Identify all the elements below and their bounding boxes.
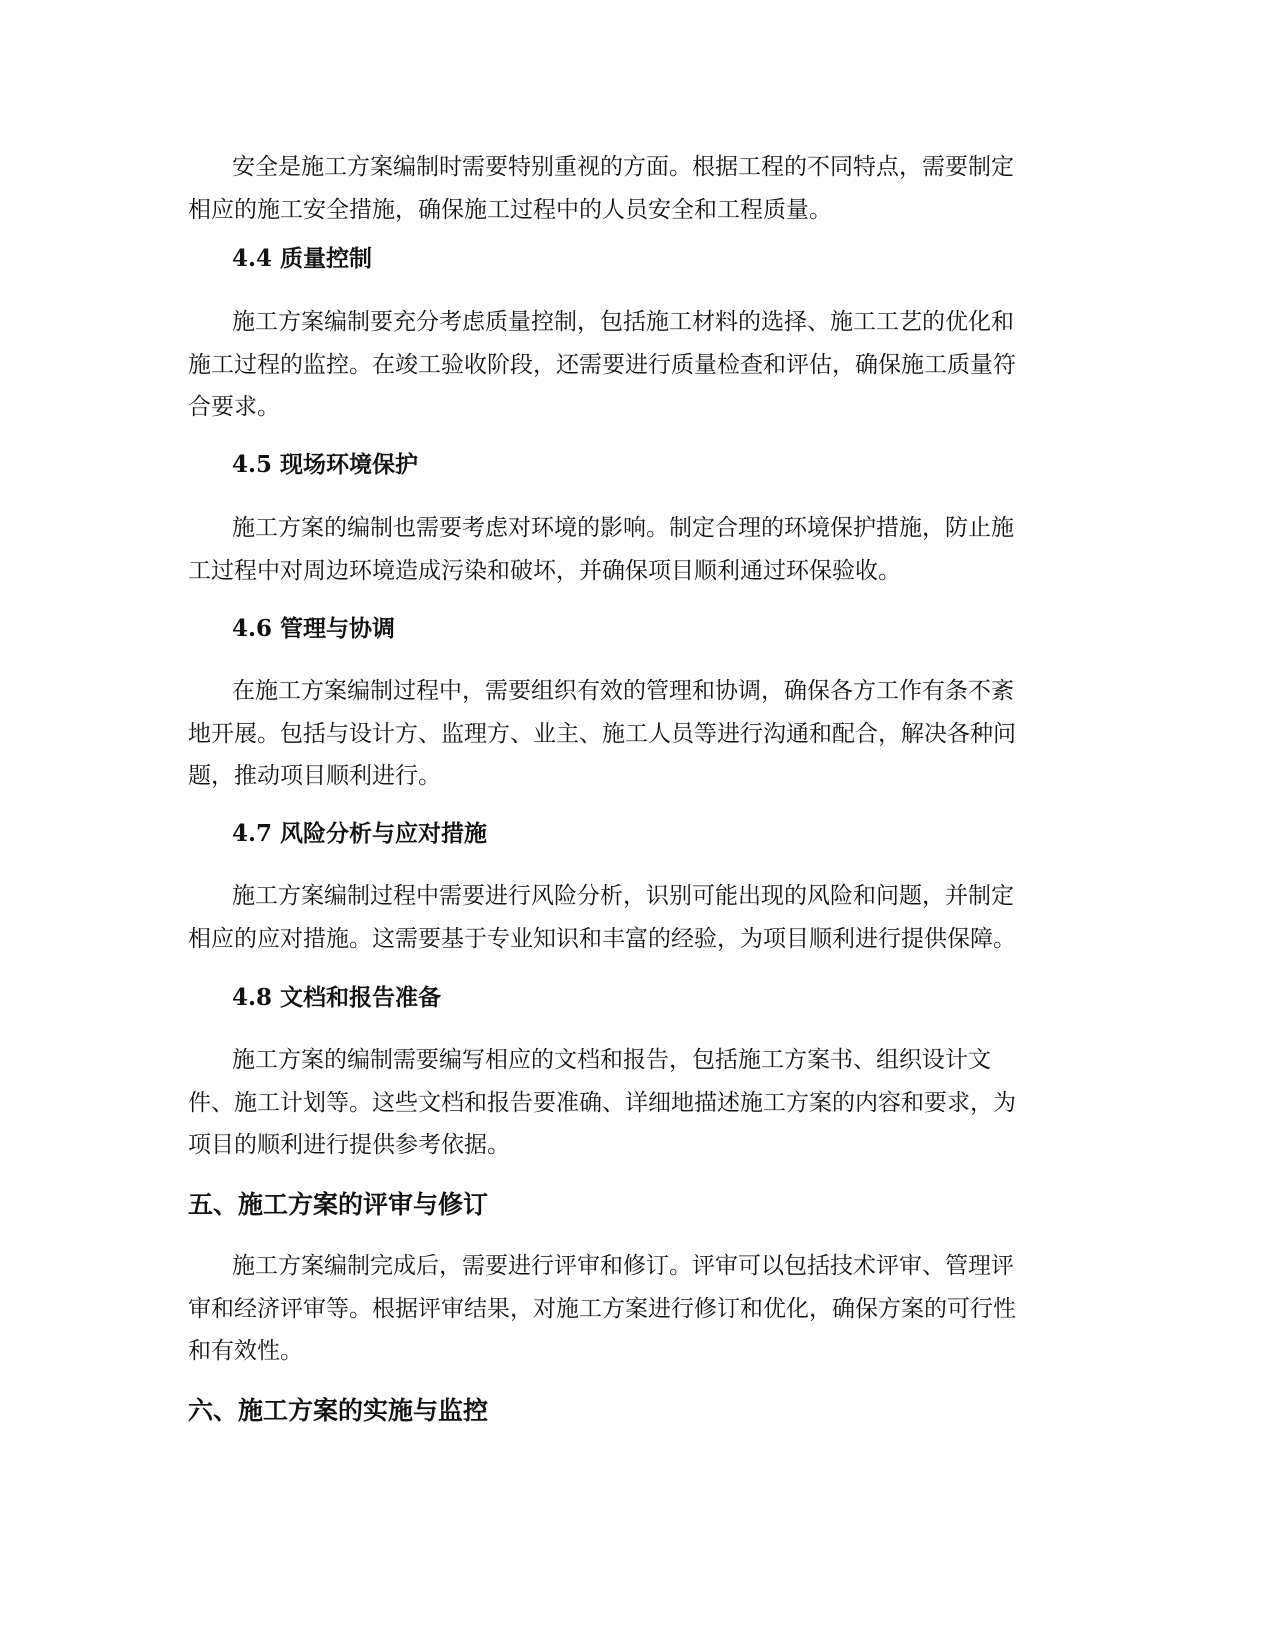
paragraph-line: 施工方案的编制也需要考虑对环境的影响。制定合理的环境保护措施，防止施 — [232, 515, 1014, 541]
paragraph-line: 在施工方案编制过程中，需要组织有效的管理和协调，确保各方工作有条不紊 — [232, 678, 1014, 704]
paragraph-documents — [188, 1039, 1088, 1167]
paragraph-line: 项目的顺利进行提供参考依据。 — [188, 1132, 510, 1158]
paragraph-line: 施工方案编制过程中需要进行风险分析，识别可能出现的风险和问题，并制定 — [232, 883, 1014, 909]
subsection-heading-4-7: 4.7 风险分析与应对措施 — [232, 820, 488, 847]
subsection-heading-4-4: 4.4 质量控制 — [232, 245, 373, 272]
paragraph-review — [188, 1245, 1088, 1373]
paragraph-quality-control — [188, 301, 1088, 429]
paragraph-management — [188, 670, 1088, 798]
subsection-heading-4-6: 4.6 管理与协调 — [232, 615, 396, 642]
paragraph-line: 施工方案的编制需要编写相应的文档和报告，包括施工方案书、组织设计文 — [232, 1047, 991, 1073]
subsection-heading-4-5: 4.5 现场环境保护 — [232, 451, 419, 478]
paragraph-line: 施工过程的监控。在竣工验收阶段，还需要进行质量检查和评估，确保施工质量符 — [188, 351, 1016, 378]
paragraph-line: 相应的应对措施。这需要基于专业知识和丰富的经验，为项目顺利进行提供保障。 — [188, 925, 1016, 952]
paragraph-line: 审和经济评审等。根据评审结果，对施工方案进行修订和优化，确保方案的可行性 — [188, 1295, 1016, 1322]
paragraph-line: 题，推动项目顺利进行。 — [188, 763, 441, 789]
paragraph-line: 安全是施工方案编制时需要特别重视的方面。根据工程的不同特点，需要制定 — [232, 154, 1014, 180]
paragraph-line: 和有效性。 — [188, 1338, 303, 1364]
paragraph-line: 相应的施工安全措施，确保施工过程中的人员安全和工程质量。 — [188, 196, 832, 223]
paragraph-risk — [188, 875, 1088, 960]
paragraph-line: 施工方案编制要充分考虑质量控制，包括施工材料的选择、施工工艺的优化和 — [232, 309, 1014, 335]
paragraph-line: 施工方案编制完成后，需要进行评审和修订。评审可以包括技术评审、管理评 — [232, 1253, 1014, 1279]
subsection-heading-4-8: 4.8 文档和报告准备 — [232, 984, 442, 1011]
paragraph-line: 地开展。包括与设计方、监理方、业主、施工人员等进行沟通和配合，解决各种问 — [188, 720, 1016, 747]
paragraph-line: 工过程中对周边环境造成污染和破坏，并确保项目顺利通过环保验收。 — [188, 557, 901, 584]
paragraph-line: 合要求。 — [188, 394, 280, 420]
paragraph-environment — [188, 507, 1088, 592]
section-heading-5: 五、施工方案的评审与修订 — [188, 1190, 489, 1219]
section-heading-6: 六、施工方案的实施与监控 — [188, 1396, 489, 1425]
paragraph-safety — [188, 146, 1088, 231]
paragraph-line: 件、施工计划等。这些文档和报告要准确、详细地描述施工方案的内容和要求，为 — [188, 1089, 1016, 1116]
